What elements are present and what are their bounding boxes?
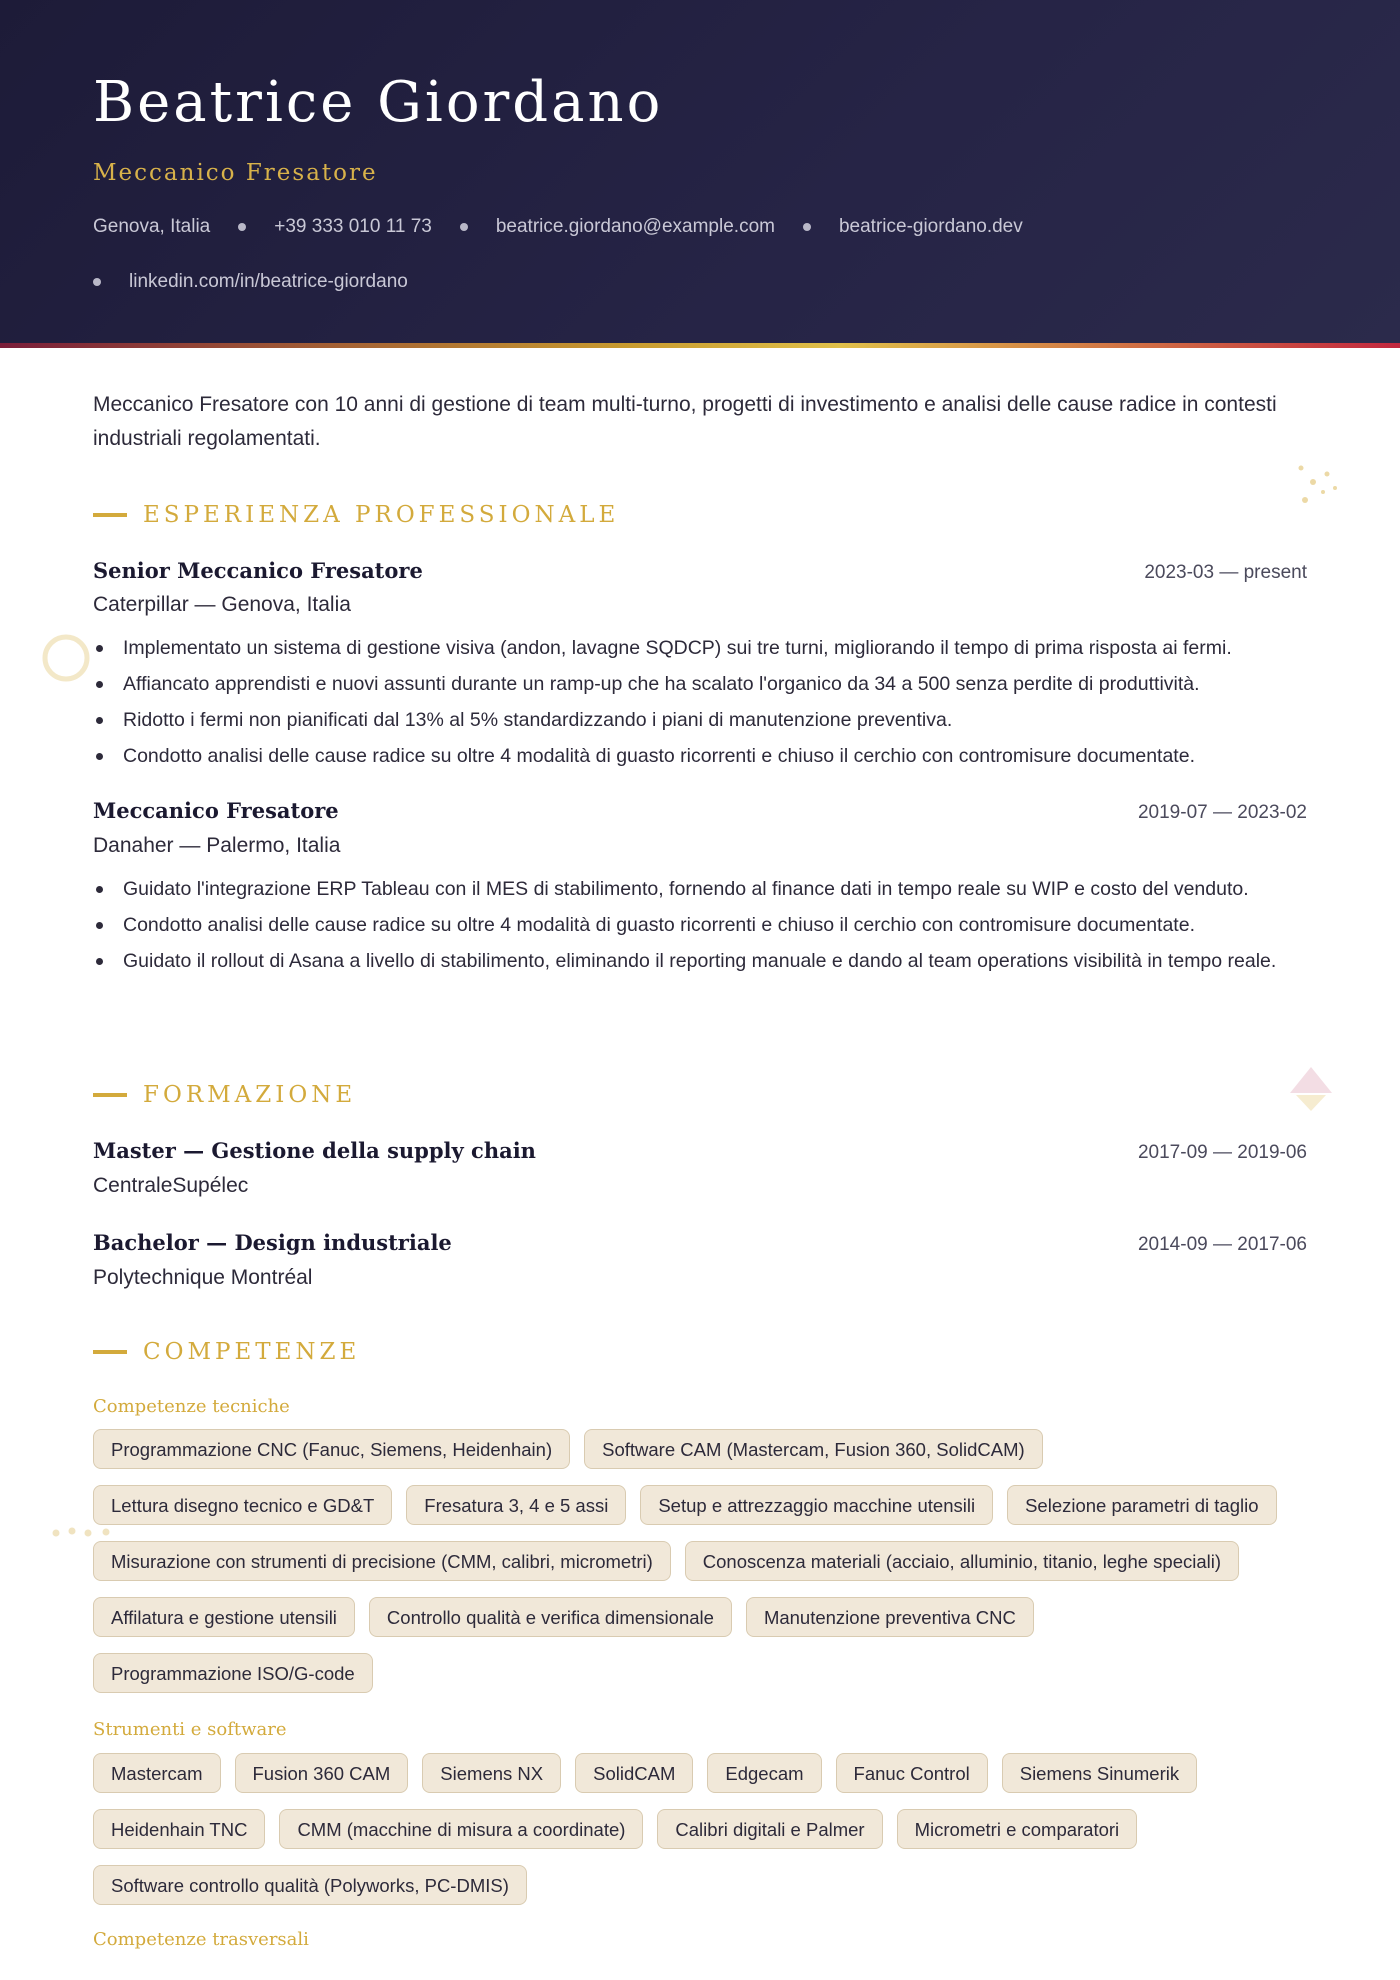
triangle-decoration-icon xyxy=(1288,1065,1334,1113)
skill-chip: Software CAM (Mastercam, Fusion 360, SolidCAM) xyxy=(584,1429,1043,1469)
skill-chip: Software controllo qualità (Polyworks, PC-DMIS) xyxy=(93,1865,527,1905)
job-bullets xyxy=(93,632,1313,776)
skill-chip: Programmazione CNC (Fanuc, Siemens, Heidenhain) xyxy=(93,1429,570,1469)
skill-chip: SolidCAM xyxy=(575,1753,693,1793)
section-heading-experience xyxy=(93,502,619,528)
contact-linkedin[interactable]: linkedin.com/in/beatrice-giordano xyxy=(129,271,408,292)
list-item: Guidato il rollout di Asana a livello di stabilimento, eliminando il reporting manuale e dando al team operations visibilità in tempo reale. xyxy=(93,945,1313,977)
header-accent-rule xyxy=(0,343,1400,348)
separator-dot xyxy=(803,223,811,231)
job-header xyxy=(93,798,1307,824)
candidate-name: Beatrice Giordano xyxy=(93,70,664,135)
list-item: Condotto analisi delle cause radice su oltre 4 modalità di guasto ricorrenti e chiuso il cerchio con contromisure documentate. xyxy=(93,909,1313,941)
heading-dash xyxy=(93,513,127,517)
skill-chip: Setup e attrezzaggio macchine utensili xyxy=(640,1485,993,1525)
contact-phone[interactable]: +39 333 010 11 73 xyxy=(274,216,432,237)
section-heading-label: COMPETENZE xyxy=(143,1339,361,1365)
education-header xyxy=(93,1230,1307,1256)
contact-email[interactable]: beatrice.giordano@example.com xyxy=(495,216,775,237)
separator-dot xyxy=(460,223,468,231)
job-title: Meccanico Fresatore xyxy=(93,798,339,823)
header-banner xyxy=(0,0,1400,343)
job-company: Caterpillar — Genova, Italia xyxy=(93,593,351,616)
skill-chip: Manutenzione preventiva CNC xyxy=(746,1597,1034,1637)
job-company: Danaher — Palermo, Italia xyxy=(93,834,341,857)
job-bullets xyxy=(93,873,1313,981)
profile-summary: Meccanico Fresatore con 10 anni di gestione di team multi-turno, progetti di investimento e analisi delle cause radice in contesti industriali regolamentati. xyxy=(93,393,1277,450)
skill-chip: Misurazione con strumenti di precisione (CMM, calibri, micrometri) xyxy=(93,1541,671,1581)
contact-location: Genova, Italia xyxy=(93,216,211,237)
skill-chip: Fusion 360 CAM xyxy=(235,1753,409,1793)
education-date: 2014-09 — 2017-06 xyxy=(1137,1234,1307,1255)
section-heading-label: FORMAZIONE xyxy=(143,1082,357,1108)
list-item: Ridotto i fermi non pianificati dal 13% al 5% standardizzando i piani di manutenzione preventiva. xyxy=(93,704,1313,736)
job-date: 2023-03 — present xyxy=(1144,562,1307,583)
section-heading-education xyxy=(93,1082,356,1108)
skill-chip: Controllo qualità e verifica dimensionale xyxy=(369,1597,732,1637)
skill-chip: Edgecam xyxy=(707,1753,821,1793)
separator-dot xyxy=(238,223,246,231)
degree-title: Master — Gestione della supply chain xyxy=(93,1138,536,1163)
contact-info xyxy=(93,212,1293,322)
dots-decoration-icon xyxy=(1295,460,1345,508)
list-item: Affiancato apprendisti e nuovi assunti durante un ramp-up che ha scalato l'organico da 34 a 500 senza perdite di produttività. xyxy=(93,668,1313,700)
skill-group-label: Competenze trasversali xyxy=(93,1929,309,1950)
list-item: Condotto analisi delle cause radice su oltre 4 modalità di guasto ricorrenti e chiuso il cerchio con contromisure documentate. xyxy=(93,740,1313,772)
degree-title: Bachelor — Design industriale xyxy=(93,1230,452,1255)
skill-chip: Calibri digitali e Palmer xyxy=(657,1809,882,1849)
skill-chip: Siemens Sinumerik xyxy=(1002,1753,1197,1793)
section-heading-skills xyxy=(93,1339,360,1365)
skill-chip: Fresatura 3, 4 e 5 assi xyxy=(406,1485,626,1525)
job-date: 2019-07 — 2023-02 xyxy=(1137,802,1307,823)
contact-website[interactable]: beatrice-giordano.dev xyxy=(838,216,1023,237)
list-item: Guidato l'integrazione ERP Tableau con il MES di stabilimento, fornendo al finance dati in tempo reale su WIP e costo del venduto. xyxy=(93,873,1313,905)
separator-dot xyxy=(93,278,101,286)
skill-group-label: Strumenti e software xyxy=(93,1719,287,1740)
skill-group-label: Competenze tecniche xyxy=(93,1396,290,1417)
skill-chip-list xyxy=(93,1753,1323,1921)
skill-chip-list xyxy=(93,1429,1323,1709)
education-header xyxy=(93,1138,1307,1164)
school-name: Polytechnique Montréal xyxy=(93,1266,313,1289)
skill-chip: Lettura disegno tecnico e GD&T xyxy=(93,1485,392,1525)
skill-chip: Selezione parametri di taglio xyxy=(1007,1485,1276,1525)
school-name: CentraleSupélec xyxy=(93,1174,249,1197)
heading-dash xyxy=(93,1093,127,1097)
skill-chip: CMM (macchine di misura a coordinate) xyxy=(279,1809,643,1849)
skill-chip: Siemens NX xyxy=(422,1753,561,1793)
skill-chip: Affilatura e gestione utensili xyxy=(93,1597,355,1637)
skill-chip: Fanuc Control xyxy=(836,1753,988,1793)
skill-chip: Conoscenza materiali (acciaio, alluminio, titanio, leghe speciali) xyxy=(685,1541,1239,1581)
job-header xyxy=(93,558,1307,584)
job-title: Senior Meccanico Fresatore xyxy=(93,558,423,583)
education-date: 2017-09 — 2019-06 xyxy=(1137,1142,1307,1163)
section-heading-label: ESPERIENZA PROFESSIONALE xyxy=(143,502,620,528)
skill-chip: Programmazione ISO/G-code xyxy=(93,1653,373,1693)
candidate-role: Meccanico Fresatore xyxy=(93,160,378,186)
list-item: Implementato un sistema di gestione visiva (andon, lavagne SQDCP) sui tre turni, migliorando il tempo di prima risposta ai fermi. xyxy=(93,632,1313,664)
skill-chip: Heidenhain TNC xyxy=(93,1809,265,1849)
skill-chip: Micrometri e comparatori xyxy=(897,1809,1138,1849)
heading-dash xyxy=(93,1350,127,1354)
ring-decoration-icon xyxy=(40,632,92,684)
skill-chip: Mastercam xyxy=(93,1753,221,1793)
